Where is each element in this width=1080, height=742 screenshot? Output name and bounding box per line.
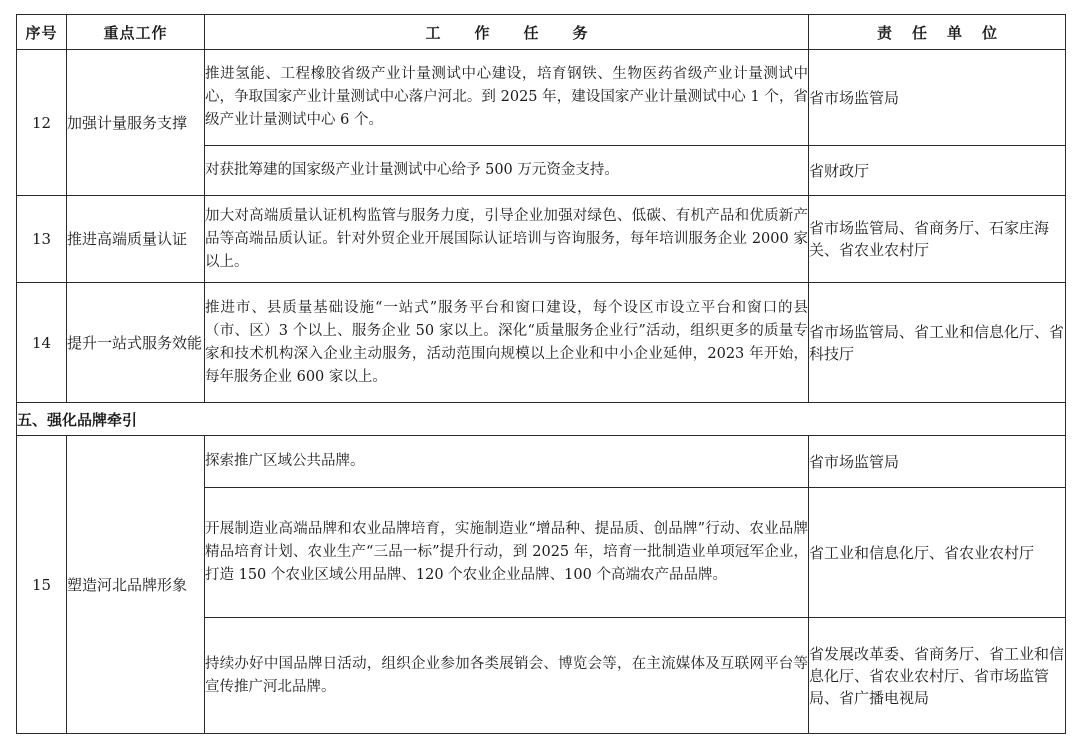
header-seq: 序号 [17,15,67,50]
header-unit: 责任单位 [809,15,1066,50]
row-unit: 省市场监管局 [809,436,1066,488]
work-task-table [16,14,1066,734]
row-seq: 14 [17,283,67,403]
table-header-row [17,15,1066,50]
row-seq: 13 [17,196,67,283]
row-task: 持续办好中国品牌日活动，组织企业参加各类展销会、博览会等，在主流媒体及互联网平台等宣传推广河北品牌。 [205,618,809,734]
table-row [17,196,1066,283]
row-seq: 12 [17,50,67,196]
section-row [17,403,1066,436]
table-row [17,436,1066,488]
row-task: 推进氢能、工程橡胶省级产业计量测试中心建设，培育钢铁、生物医药省级产业计量测试中心，争取国家产业计量测试中心落户河北。到 2025 年，建设国家产业计量测试中心 1 个，省级产业计量测试中心 6 个。 [205,50,809,146]
table-row [17,283,1066,403]
header-focus: 重点工作 [67,15,205,50]
row-unit: 省发展改革委、省商务厅、省工业和信息化厅、省农业农村厅、省市场监管局、省广播电视局 [809,618,1066,734]
row-unit: 省市场监管局、省工业和信息化厅、省科技厅 [809,283,1066,403]
row-unit: 省市场监管局 [809,50,1066,146]
row-task: 推进市、县质量基础设施“一站式”服务平台和窗口建设，每个设区市设立平台和窗口的县（市、区）3 个以上、服务企业 50 家以上。深化“质量服务企业行”活动，组织更多的质量专家和技术机构深入企业主动服务，活动范围向规模以上企业和中小企业延伸，2023 年开始，每年服务企业 600 家以上。 [205,283,809,403]
row-task: 开展制造业高端品牌和农业品牌培育，实施制造业“增品种、提品质、创品牌”行动、农业品牌精品培育计划、农业生产“三品一标”提升行动，到 2025 年，培育一批制造业单项冠军企业，打造 150 个农业区域公用品牌、120 个农业企业品牌、100 个高端农产品品牌。 [205,488,809,618]
row-seq: 15 [17,436,67,734]
row-focus: 推进高端质量认证 [67,196,205,283]
row-task: 加大对高端质量认证机构监管与服务力度，引导企业加强对绿色、低碳、有机产品和优质新产品等高端品质认证。针对外贸企业开展国际认证培训与咨询服务，每年培训服务企业 2000 家以上。 [205,196,809,283]
table-row [17,50,1066,146]
header-task: 工作任务 [205,15,809,50]
row-focus: 加强计量服务支撑 [67,50,205,196]
row-focus: 提升一站式服务效能 [67,283,205,403]
row-unit: 省市场监管局、省商务厅、石家庄海关、省农业农村厅 [809,196,1066,283]
row-focus: 塑造河北品牌形象 [67,436,205,734]
row-unit: 省工业和信息化厅、省农业农村厅 [809,488,1066,618]
row-unit: 省财政厅 [809,146,1066,196]
section-title: 五、强化品牌牵引 [17,403,1066,436]
row-task: 对获批筹建的国家级产业计量测试中心给予 500 万元资金支持。 [205,146,809,196]
row-task: 探索推广区域公共品牌。 [205,436,809,488]
